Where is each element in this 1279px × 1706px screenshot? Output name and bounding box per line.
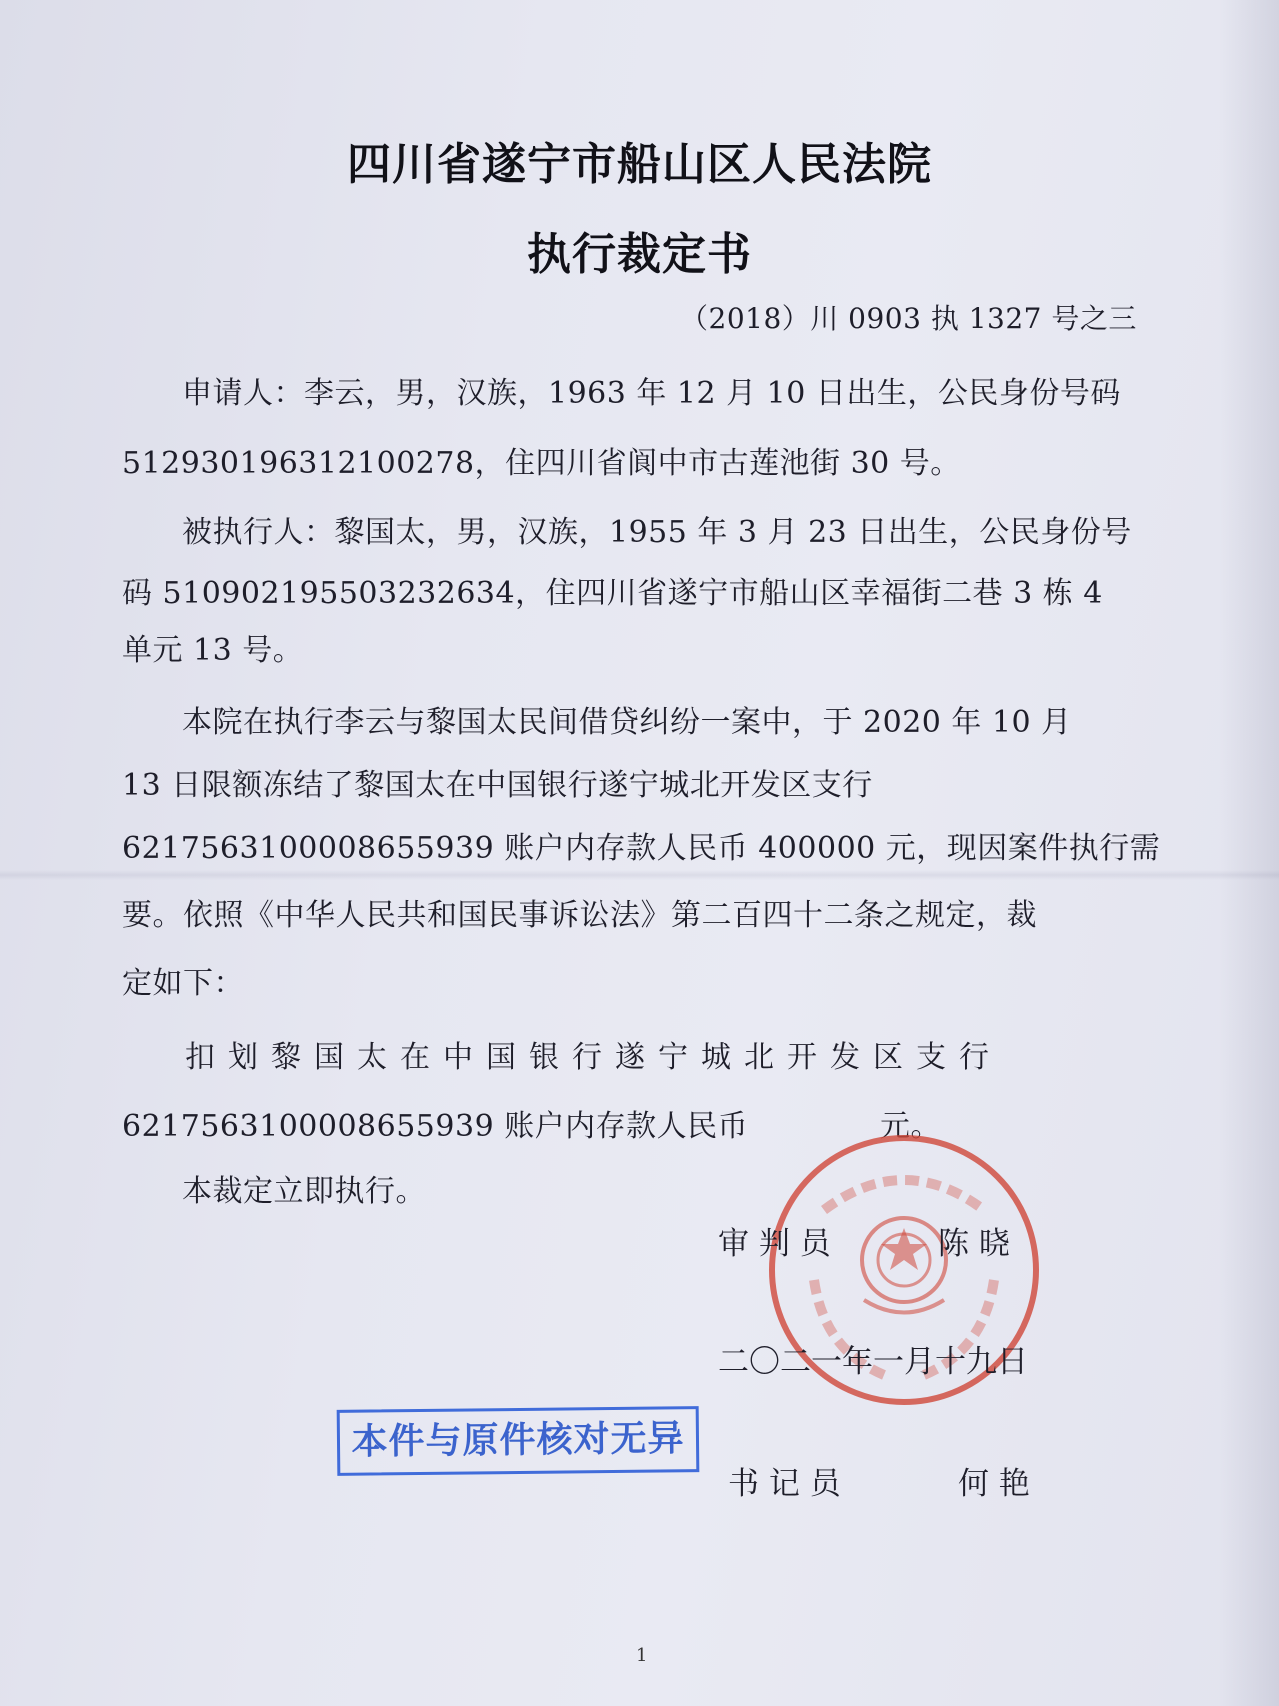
body-line-5: 定如下： <box>122 966 244 1001</box>
respondent-line-2: 码 510902195503232634，住四川省遂宁市船山区幸福街二巷 3 栋 4 <box>122 576 1103 611</box>
ruling-line-1: 扣划黎国太在中国银行遂宁城北开发区支行 <box>185 1040 1002 1075</box>
clerk-title: 书 记 员 <box>728 1466 841 1502</box>
judge-title: 审 判 员 <box>718 1226 831 1262</box>
respondent-line-3: 单元 13 号。 <box>122 633 304 668</box>
body-line-1: 本院在执行李云与黎国太民间借贷纠纷一案中，于 2020 年 10 月 <box>182 705 1072 740</box>
body-line-2: 13 日限额冻结了黎国太在中国银行遂宁城北开发区支行 <box>122 768 873 803</box>
document-type: 执行裁定书 <box>527 229 752 280</box>
ruling-line-2: 6217563100008655939 账户内存款人民币 <box>122 1109 749 1144</box>
ruling-line-2-end: 元。 <box>880 1109 941 1144</box>
judge-name: 陈 晓 <box>938 1226 1010 1262</box>
respondent-line-1: 被执行人：黎国太，男，汉族，1955 年 3 月 23 日出生，公民身份号 <box>182 515 1132 550</box>
effect-line: 本裁定立即执行。 <box>182 1174 426 1209</box>
applicant-line-2: 512930196312100278，住四川省阆中市古莲池街 30 号。 <box>122 446 961 481</box>
page-number: 1 <box>636 1645 648 1666</box>
clerk-name: 何 艳 <box>958 1466 1030 1502</box>
ruling-date: 二〇二一年一月十九日 <box>718 1344 1028 1380</box>
court-name: 四川省遂宁市船山区人民法院 <box>347 139 932 190</box>
case-number: （2018）川 0903 执 1327 号之三 <box>680 302 1137 335</box>
paper-fold <box>0 870 1279 880</box>
body-line-4: 要。依照《中华人民共和国民事诉讼法》第二百四十二条之规定，裁 <box>122 898 1037 933</box>
verification-stamp: 本件与原件核对无异 <box>337 1406 700 1476</box>
applicant-line-1: 申请人：李云，男，汉族，1963 年 12 月 10 日出生，公民身份号码 <box>182 376 1121 411</box>
body-line-3: 6217563100008655939 账户内存款人民币 400000 元，现因案件执行需 <box>122 831 1161 866</box>
